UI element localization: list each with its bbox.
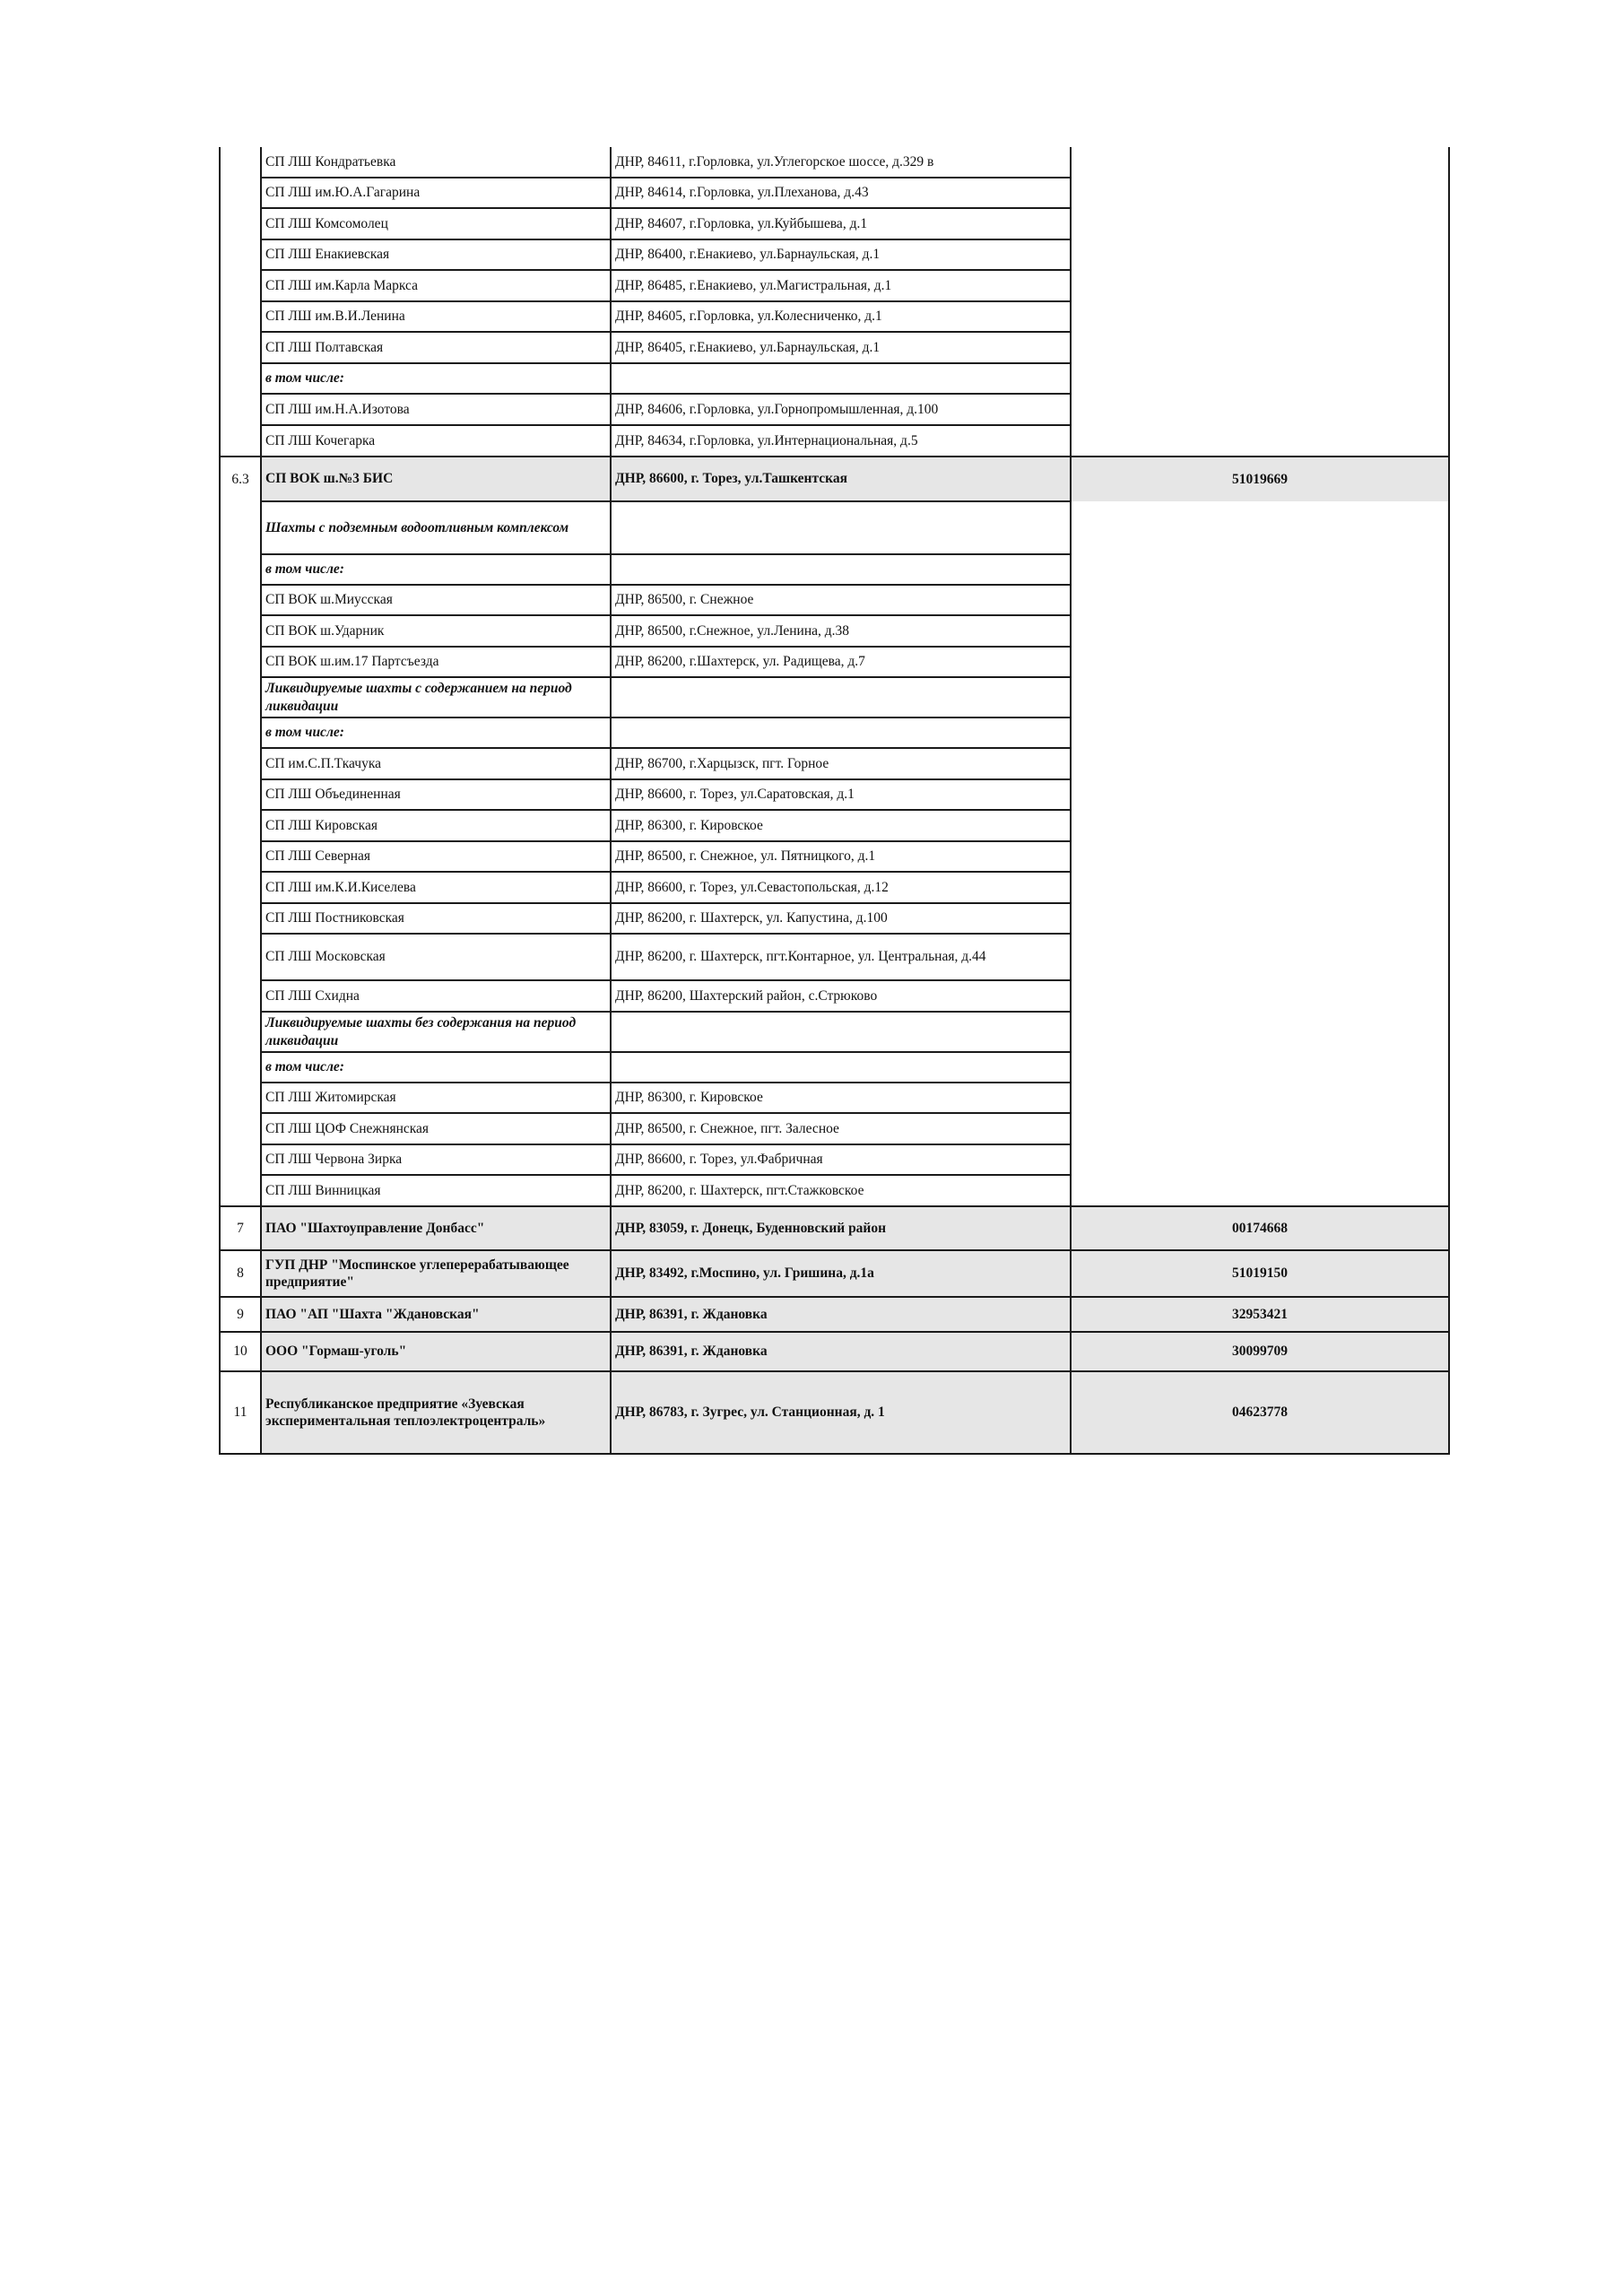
address-cell: ДНР, 86500, г. Снежное, ул. Пятницкого, д.1	[611, 841, 1071, 872]
registration-code-cell	[1071, 1144, 1449, 1175]
organizations-table	[219, 147, 1450, 1455]
organization-name-cell: в том числе:	[261, 1052, 611, 1083]
row-number-cell	[220, 147, 261, 178]
organization-name-cell: СП ЛШ им.В.И.Ленина	[261, 301, 611, 332]
row-number-cell	[220, 779, 261, 810]
address-cell	[611, 1052, 1071, 1083]
registration-code-cell	[1071, 980, 1449, 1012]
registration-code-cell	[1071, 1113, 1449, 1144]
address-cell: ДНР, 86200, г. Шахтерск, пгт.Контарное, ул. Центральная, д.44	[611, 934, 1071, 980]
table-row-main	[220, 1332, 1449, 1371]
table-row-group-heading	[220, 677, 1449, 718]
organization-name-cell: СП ЛШ Северная	[261, 841, 611, 872]
registration-code-cell	[1071, 147, 1449, 178]
address-cell: ДНР, 83059, г. Донецк, Буденновский район	[611, 1206, 1071, 1250]
table-row	[220, 1113, 1449, 1144]
registration-code-cell: 04623778	[1071, 1371, 1449, 1454]
registration-code-cell	[1071, 841, 1449, 872]
organization-name-cell: СП ЛШ Постниковская	[261, 903, 611, 934]
row-number-cell	[220, 872, 261, 903]
address-cell: ДНР, 86600, г. Торез, ул.Саратовская, д.1	[611, 779, 1071, 810]
table-row	[220, 647, 1449, 677]
address-cell: ДНР, 86200, Шахтерский район, с.Стрюково	[611, 980, 1071, 1012]
address-cell: ДНР, 86391, г. Ждановка	[611, 1297, 1071, 1332]
registration-code-cell	[1071, 585, 1449, 615]
row-number-cell	[220, 178, 261, 208]
table-row	[220, 1175, 1449, 1206]
table-row	[220, 208, 1449, 239]
row-number-cell	[220, 903, 261, 934]
registration-code-cell	[1071, 301, 1449, 332]
registration-code-cell	[1071, 1012, 1449, 1052]
address-cell: ДНР, 84614, г.Горловка, ул.Плеханова, д.43	[611, 178, 1071, 208]
table-row-group-heading	[220, 718, 1449, 748]
row-number-cell	[220, 615, 261, 647]
row-number-cell	[220, 718, 261, 748]
registration-code-cell: 00174668	[1071, 1206, 1449, 1250]
registration-code-cell	[1071, 270, 1449, 301]
registration-code-cell: 30099709	[1071, 1332, 1449, 1371]
row-number-cell: 7	[220, 1206, 261, 1250]
registration-code-cell	[1071, 934, 1449, 980]
table-row-group-heading	[220, 363, 1449, 394]
table-row	[220, 301, 1449, 332]
table-row	[220, 810, 1449, 841]
organization-name-cell: СП ЛШ Комсомолец	[261, 208, 611, 239]
address-cell: ДНР, 86600, г. Торез, ул.Ташкентская	[611, 457, 1071, 501]
address-cell	[611, 1012, 1071, 1052]
row-number-cell	[220, 1144, 261, 1175]
organization-name-cell: СП ЛШ Винницкая	[261, 1175, 611, 1206]
address-cell: ДНР, 86200, г. Шахтерск, ул. Капустина, д.100	[611, 903, 1071, 934]
row-number-cell	[220, 934, 261, 980]
address-cell: ДНР, 84611, г.Горловка, ул.Углегорское шоссе, д.329 в	[611, 147, 1071, 178]
address-cell: ДНР, 86600, г. Торез, ул.Фабричная	[611, 1144, 1071, 1175]
table-row	[220, 748, 1449, 779]
address-cell	[611, 363, 1071, 394]
organization-name-cell: СП ВОК ш.им.17 Партсъезда	[261, 647, 611, 677]
table-row-group-heading	[220, 501, 1449, 554]
row-number-cell	[220, 332, 261, 363]
organization-name-cell: СП ЛШ Кировская	[261, 810, 611, 841]
table-row	[220, 934, 1449, 980]
address-cell: ДНР, 86200, г. Шахтерск, пгт.Стажковское	[611, 1175, 1071, 1206]
table-row	[220, 147, 1449, 178]
address-cell: ДНР, 86500, г. Снежное	[611, 585, 1071, 615]
address-cell	[611, 677, 1071, 718]
registration-code-cell	[1071, 903, 1449, 934]
address-cell: ДНР, 86600, г. Торез, ул.Севастопольская, д.12	[611, 872, 1071, 903]
address-cell: ДНР, 86500, г.Снежное, ул.Ленина, д.38	[611, 615, 1071, 647]
organization-name-cell: СП ЛШ Кочегарка	[261, 425, 611, 457]
organization-name-cell: Ликвидируемые шахты с содержанием на период ликвидации	[261, 677, 611, 718]
registration-code-cell	[1071, 501, 1449, 554]
organization-name-cell: ГУП ДНР "Моспинское углеперерабатывающее предприятие"	[261, 1250, 611, 1297]
table-row	[220, 903, 1449, 934]
table-row	[220, 841, 1449, 872]
table-row-main	[220, 1206, 1449, 1250]
organization-name-cell: СП ВОК ш.Ударник	[261, 615, 611, 647]
row-number-cell: 10	[220, 1332, 261, 1371]
row-number-cell	[220, 425, 261, 457]
registration-code-cell	[1071, 239, 1449, 270]
registration-code-cell	[1071, 1083, 1449, 1113]
registration-code-cell	[1071, 332, 1449, 363]
row-number-cell	[220, 1012, 261, 1052]
row-number-cell	[220, 647, 261, 677]
row-number-cell	[220, 363, 261, 394]
registration-code-cell: 51019669	[1071, 457, 1449, 501]
organization-name-cell: СП ЛШ Кондратьевка	[261, 147, 611, 178]
table-row	[220, 239, 1449, 270]
organization-name-cell: СП ЛШ Схидна	[261, 980, 611, 1012]
organization-name-cell: Республиканское предприятие «Зуевская экспериментальная теплоэлектроцентраль»	[261, 1371, 611, 1454]
table-row-main	[220, 1250, 1449, 1297]
row-number-cell	[220, 585, 261, 615]
registration-code-cell: 32953421	[1071, 1297, 1449, 1332]
registration-code-cell	[1071, 677, 1449, 718]
registration-code-cell	[1071, 748, 1449, 779]
address-cell: ДНР, 86485, г.Енакиево, ул.Магистральная, д.1	[611, 270, 1071, 301]
table-row-main	[220, 1371, 1449, 1454]
organization-name-cell: СП ЛШ им.Ю.А.Гагарина	[261, 178, 611, 208]
address-cell: ДНР, 84634, г.Горловка, ул.Интернациональная, д.5	[611, 425, 1071, 457]
row-number-cell	[220, 1052, 261, 1083]
table-row	[220, 425, 1449, 457]
address-cell: ДНР, 86500, г. Снежное, пгт. Залесное	[611, 1113, 1071, 1144]
registration-code-cell	[1071, 718, 1449, 748]
registration-code-cell	[1071, 363, 1449, 394]
organization-name-cell: СП ЛШ Житомирская	[261, 1083, 611, 1113]
row-number-cell: 9	[220, 1297, 261, 1332]
registration-code-cell	[1071, 425, 1449, 457]
row-number-cell	[220, 748, 261, 779]
organization-name-cell: в том числе:	[261, 554, 611, 585]
address-cell: ДНР, 86391, г. Ждановка	[611, 1332, 1071, 1371]
address-cell: ДНР, 84605, г.Горловка, ул.Колесниченко, д.1	[611, 301, 1071, 332]
table-row-main	[220, 457, 1449, 501]
organization-name-cell: в том числе:	[261, 718, 611, 748]
row-number-cell: 11	[220, 1371, 261, 1454]
table-row	[220, 394, 1449, 425]
registration-code-cell	[1071, 872, 1449, 903]
table-row	[220, 872, 1449, 903]
organization-name-cell: СП ЛШ им.К.И.Киселева	[261, 872, 611, 903]
row-number-cell	[220, 810, 261, 841]
registration-code-cell	[1071, 208, 1449, 239]
address-cell: ДНР, 83492, г.Моспино, ул. Гришина, д.1а	[611, 1250, 1071, 1297]
address-cell: ДНР, 84607, г.Горловка, ул.Куйбышева, д.1	[611, 208, 1071, 239]
organization-name-cell: СП ВОК ш.№3 БИС	[261, 457, 611, 501]
table-row-group-heading	[220, 1012, 1449, 1052]
organization-name-cell: СП ЛШ им.Н.А.Изотова	[261, 394, 611, 425]
row-number-cell: 6.3	[220, 457, 261, 501]
row-number-cell	[220, 1113, 261, 1144]
address-cell: ДНР, 86300, г. Кировское	[611, 810, 1071, 841]
address-cell	[611, 554, 1071, 585]
table-body	[220, 147, 1449, 1454]
address-cell	[611, 718, 1071, 748]
table-row	[220, 178, 1449, 208]
row-number-cell	[220, 554, 261, 585]
organization-name-cell: ПАО "Шахтоуправление Донбасс"	[261, 1206, 611, 1250]
registration-code-cell	[1071, 1052, 1449, 1083]
organization-name-cell: СП ЛШ Полтавская	[261, 332, 611, 363]
address-cell: ДНР, 86200, г.Шахтерск, ул. Радищева, д.7	[611, 647, 1071, 677]
registration-code-cell	[1071, 647, 1449, 677]
organization-name-cell: СП ЛШ Енакиевская	[261, 239, 611, 270]
table-row	[220, 779, 1449, 810]
organization-name-cell: СП ЛШ Московская	[261, 934, 611, 980]
organization-name-cell: ООО "Гормаш-уголь"	[261, 1332, 611, 1371]
organization-name-cell: СП ЛШ Объединенная	[261, 779, 611, 810]
address-cell: ДНР, 86783, г. Зугрес, ул. Станционная, д. 1	[611, 1371, 1071, 1454]
row-number-cell	[220, 1175, 261, 1206]
organization-name-cell: СП ЛШ ЦОФ Снежнянская	[261, 1113, 611, 1144]
row-number-cell	[220, 270, 261, 301]
table-row	[220, 980, 1449, 1012]
address-cell: ДНР, 86400, г.Енакиево, ул.Барнаульская, д.1	[611, 239, 1071, 270]
row-number-cell	[220, 301, 261, 332]
row-number-cell	[220, 239, 261, 270]
registration-code-cell	[1071, 615, 1449, 647]
registration-code-cell	[1071, 1175, 1449, 1206]
row-number-cell	[220, 980, 261, 1012]
table-row	[220, 615, 1449, 647]
registration-code-cell	[1071, 554, 1449, 585]
organization-name-cell: ПАО "АП "Шахта "Ждановская"	[261, 1297, 611, 1332]
registration-code-cell	[1071, 779, 1449, 810]
table-row	[220, 1083, 1449, 1113]
organization-name-cell: Ликвидируемые шахты без содержания на период ликвидации	[261, 1012, 611, 1052]
organization-name-cell: Шахты с подземным водоотливным комплексом	[261, 501, 611, 554]
organization-name-cell: в том числе:	[261, 363, 611, 394]
row-number-cell	[220, 841, 261, 872]
row-number-cell	[220, 394, 261, 425]
address-cell: ДНР, 86300, г. Кировское	[611, 1083, 1071, 1113]
row-number-cell	[220, 501, 261, 554]
table-row	[220, 332, 1449, 363]
registration-code-cell: 51019150	[1071, 1250, 1449, 1297]
address-cell: ДНР, 86405, г.Енакиево, ул.Барнаульская, д.1	[611, 332, 1071, 363]
registration-code-cell	[1071, 178, 1449, 208]
organization-name-cell: СП им.С.П.Ткачука	[261, 748, 611, 779]
table-row-group-heading	[220, 1052, 1449, 1083]
row-number-cell: 8	[220, 1250, 261, 1297]
table-row-main	[220, 1297, 1449, 1332]
organization-name-cell: СП ЛШ Червона Зирка	[261, 1144, 611, 1175]
table-row	[220, 270, 1449, 301]
row-number-cell	[220, 1083, 261, 1113]
table-row	[220, 1144, 1449, 1175]
address-cell: ДНР, 84606, г.Горловка, ул.Горнопромышленная, д.100	[611, 394, 1071, 425]
organization-name-cell: СП ЛШ им.Карла Маркса	[261, 270, 611, 301]
table-row	[220, 585, 1449, 615]
row-number-cell	[220, 208, 261, 239]
address-cell: ДНР, 86700, г.Харцызск, пгт. Горное	[611, 748, 1071, 779]
registration-code-cell	[1071, 810, 1449, 841]
address-cell	[611, 501, 1071, 554]
registration-code-cell	[1071, 394, 1449, 425]
table-row-group-heading	[220, 554, 1449, 585]
organization-name-cell: СП ВОК ш.Миусская	[261, 585, 611, 615]
row-number-cell	[220, 677, 261, 718]
